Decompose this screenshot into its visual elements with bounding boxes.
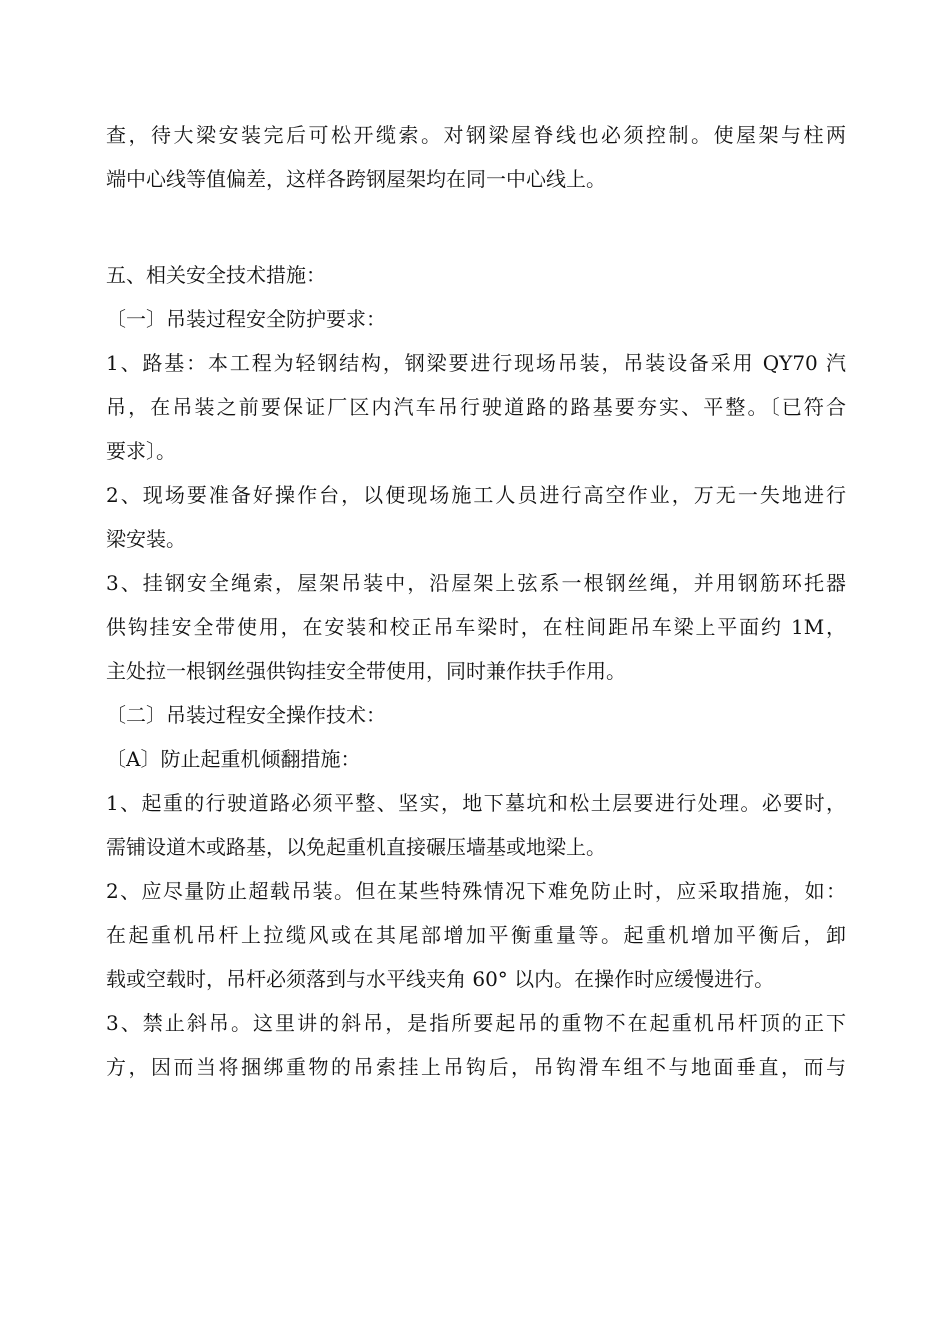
section-heading-5 xyxy=(106,253,846,297)
text-line: 吊，在吊装之前要保证厂区内汽车吊行驶道路的路基要夯实、平整。〔已符合 xyxy=(106,395,846,419)
paragraph-item-2-platform xyxy=(106,473,846,561)
section-spacer xyxy=(106,201,846,253)
text-line: 3、禁止斜吊。这里讲的斜吊，是指所要起吊的重物不在起重机吊杆顶的正下 xyxy=(106,1011,846,1035)
text-line: 在起重机吊杆上拉缆风或在其尾部增加平衡重量等。起重机增加平衡后，卸 xyxy=(106,923,846,947)
heading-text: 〔一〕吊装过程安全防护要求： xyxy=(106,307,386,331)
paragraph-item-1-roadbed xyxy=(106,341,846,473)
text-line: 需铺设道木或路基，以免起重机直接碾压墙基或地梁上。 xyxy=(106,835,606,859)
text-line: 梁安装。 xyxy=(106,527,186,551)
text-line: 2、现场要准备好操作台，以便现场施工人员进行高空作业，万无一失地进行 xyxy=(106,483,846,507)
heading-text: 〔二〕吊装过程安全操作技术： xyxy=(106,703,386,727)
text-line: 查，待大梁安装完后可松开缆索。对钢梁屋脊线也必须控制。使屋架与柱两 xyxy=(106,123,846,147)
text-line: 3、挂钢安全绳索，屋架吊装中，沿屋架上弦系一根钢丝绳，并用钢筋环托器 xyxy=(106,571,846,595)
paragraph-item-3-safety-rope xyxy=(106,561,846,693)
paragraph-item-1-road xyxy=(106,781,846,869)
text-line: 主处拉一根钢丝强供钩挂安全带使用，同时兼作扶手作用。 xyxy=(106,659,626,683)
text-line: 1、路基：本工程为轻钢结构，钢梁要进行现场吊装，吊装设备采用 QY70 汽 xyxy=(106,351,846,375)
text-line: 载或空载时，吊杆必须落到与水平线夹角 60° 以内。在操作时应缓慢进行。 xyxy=(106,967,775,991)
paragraph-item-3-oblique-lift xyxy=(106,1001,846,1089)
paragraph-continuation xyxy=(106,113,846,201)
heading-text: 五、相关安全技术措施： xyxy=(106,263,326,287)
text-line: 方，因而当将捆绑重物的吊索挂上吊钩后，吊钩滑车组不与地面垂直，而与 xyxy=(106,1055,846,1079)
subsection-heading-1 xyxy=(106,297,846,341)
text-line: 供钩挂安全带使用，在安装和校正吊车梁时，在柱间距吊车梁上平面约 1M， xyxy=(106,615,846,639)
text-line: 端中心线等值偏差，这样各跨钢屋架均在同一中心线上。 xyxy=(106,167,606,191)
text-line: 1、起重的行驶道路必须平整、坚实，地下墓坑和松土层要进行处理。必要时， xyxy=(106,791,846,815)
subsection-heading-2 xyxy=(106,693,846,737)
text-line: 2、应尽量防止超载吊装。但在某些特殊情况下难免防止时，应采取措施，如： xyxy=(106,879,846,903)
document-body xyxy=(106,113,846,1089)
text-line: 要求〕。 xyxy=(106,439,176,463)
subsection-heading-a xyxy=(106,737,846,781)
heading-text: 〔A〕防止起重机倾翻措施： xyxy=(106,747,361,771)
paragraph-item-2-overload xyxy=(106,869,846,1001)
